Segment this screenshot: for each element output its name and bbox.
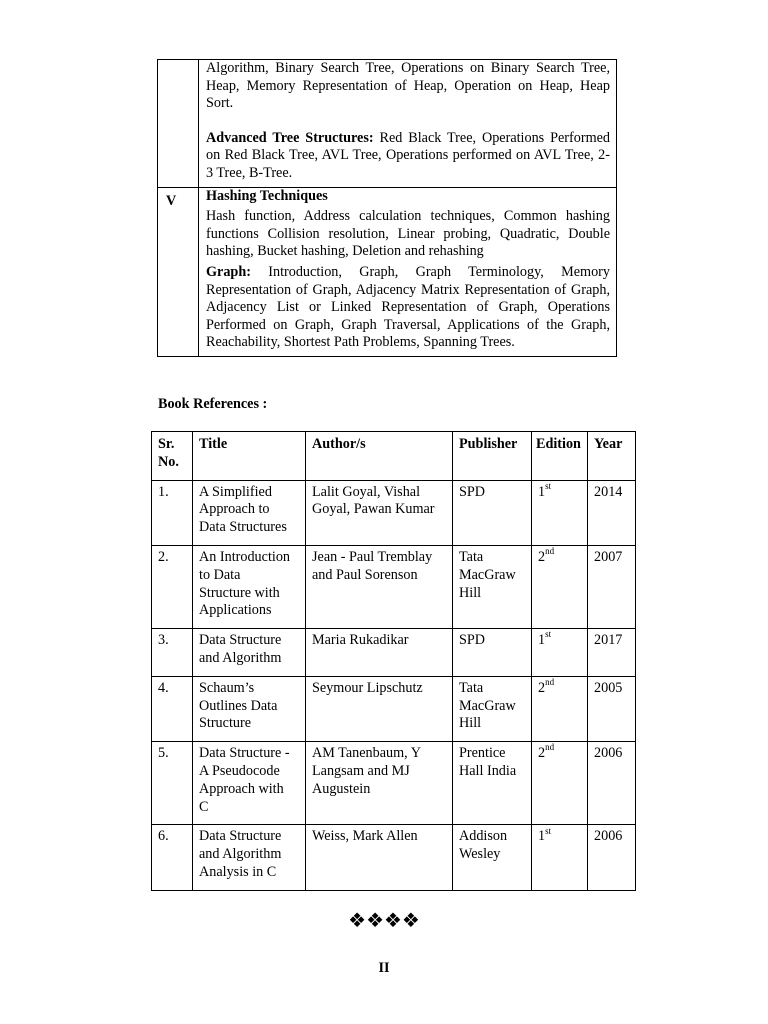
cell-publisher-line: SPD <box>459 483 486 500</box>
cell-authors-line: and Paul Sorenson <box>312 566 418 583</box>
cell-publisher-line: Hall India <box>459 762 517 779</box>
column-header-authors: Author/s <box>306 432 453 481</box>
cell-title-line: A Simplified <box>199 483 272 500</box>
cell-authors-line: Goyal, Pawan Kumar <box>312 501 435 518</box>
cell-edition <box>532 742 588 825</box>
topic-text: Algorithm, Binary Search Tree, Operations on Binary Search Tree, Heap, Memory Representation of Heap, Operation on Heap, Heap Sort. <box>206 60 610 112</box>
cell-publisher-line: Prentice <box>459 745 506 762</box>
edition-suffix: st <box>545 629 552 640</box>
table-header-row <box>152 432 636 481</box>
cell-title <box>193 825 306 890</box>
cell-title <box>193 545 306 628</box>
cell-sr-no: 6. <box>152 825 193 890</box>
column-header-sr-no <box>152 432 193 481</box>
cell-publisher-line: MacGraw <box>459 697 516 714</box>
cell-authors <box>306 629 453 677</box>
column-header-publisher: Publisher <box>453 432 532 481</box>
table-row <box>152 676 636 741</box>
cell-publisher-line: Tata <box>459 548 484 565</box>
edition-number: 2 <box>538 745 546 762</box>
book-references-heading: Book References : <box>158 396 268 412</box>
cell-title-line: Structure <box>199 715 252 732</box>
cell-publisher-line: Addison <box>459 828 508 845</box>
cell-authors-line: Lalit Goyal, Vishal <box>312 483 421 500</box>
cell-authors <box>306 742 453 825</box>
book-references-table <box>151 431 636 891</box>
cell-title-line: Approach with <box>199 780 284 797</box>
cell-publisher-line: SPD <box>459 632 486 649</box>
syllabus-row <box>158 60 617 188</box>
edition-number: 2 <box>538 548 546 565</box>
cell-publisher-line: Hill <box>459 584 482 601</box>
edition-suffix: nd <box>545 677 555 688</box>
cell-title-line: A Pseudocode <box>199 762 280 779</box>
table-row <box>152 825 636 890</box>
cell-title-line: Approach to <box>199 501 270 518</box>
cell-publisher <box>453 742 532 825</box>
cell-edition <box>532 825 588 890</box>
cell-publisher <box>453 825 532 890</box>
cell-edition <box>532 545 588 628</box>
column-header-title: Title <box>193 432 306 481</box>
cell-year: 2005 <box>588 676 636 741</box>
cell-title <box>193 480 306 545</box>
unit-content <box>199 60 617 188</box>
cell-year: 2017 <box>588 629 636 677</box>
edition-suffix: nd <box>545 742 555 753</box>
edition-number: 2 <box>538 679 546 696</box>
cell-title-line: Structure with <box>199 584 280 601</box>
cell-authors <box>306 676 453 741</box>
cell-title-line: Data Structure <box>199 632 282 649</box>
cell-publisher <box>453 676 532 741</box>
cell-authors-line: Jean - Paul Tremblay <box>312 548 433 565</box>
cell-title-line: Data Structure - <box>199 745 290 762</box>
content-paragraph <box>206 264 610 352</box>
cell-publisher <box>453 629 532 677</box>
cell-title-line: An Introduction <box>199 548 291 565</box>
cell-sr-no: 3. <box>152 629 193 677</box>
table-row <box>152 629 636 677</box>
topic-text: Hash function, Address calculation techniques, Common hashing functions Collision resolution, Linear probing, Quadratic, Double hashing, Bucket hashing, Deletion and rehashing <box>206 208 610 260</box>
cell-title-line: Schaum’s <box>199 679 255 696</box>
table-row <box>152 545 636 628</box>
cell-year: 2006 <box>588 742 636 825</box>
cell-authors-line: Maria Rukadikar <box>312 632 409 649</box>
cell-authors <box>306 825 453 890</box>
cell-publisher <box>453 480 532 545</box>
cell-sr-no: 5. <box>152 742 193 825</box>
column-header-year: Year <box>588 432 636 481</box>
cell-title-line: Outlines Data <box>199 697 278 714</box>
cell-title-line: Analysis in C <box>199 863 277 880</box>
unit-number <box>158 60 199 188</box>
edition-suffix: st <box>545 825 552 836</box>
topic-text: Introduction, Graph, Graph Terminology, Memory Representation of Graph, Adjacency Matrix Representation of Graph, Adjacency List or Linked Representation of Graph, Operations Performed on Graph, Graph Traversal, Applications of the Graph, Reachability, Shortest Path Problems, Spanning Trees. <box>206 263 610 351</box>
cell-title-line: to Data <box>199 566 241 583</box>
column-header-edition: Edition <box>532 432 588 481</box>
cell-authors-line: Langsam and MJ <box>312 762 410 779</box>
cell-authors <box>306 545 453 628</box>
cell-edition <box>532 629 588 677</box>
edition-suffix: nd <box>545 546 555 557</box>
cell-title-line: C <box>199 798 209 815</box>
cell-year: 2014 <box>588 480 636 545</box>
content-paragraph <box>206 60 610 113</box>
unit-number: V <box>158 187 199 356</box>
cell-sr-no: 1. <box>152 480 193 545</box>
cell-title <box>193 742 306 825</box>
cell-title-line: and Algorithm <box>199 846 282 863</box>
cell-edition <box>532 676 588 741</box>
content-paragraph <box>206 208 610 261</box>
topic-heading: Advanced Tree Structures: <box>206 129 374 146</box>
cell-publisher-line: MacGraw <box>459 566 516 583</box>
cell-year: 2006 <box>588 825 636 890</box>
section-end-ornament: ❖❖❖❖ <box>348 908 420 932</box>
edition-number: 1 <box>538 483 546 500</box>
content-paragraph <box>206 130 610 183</box>
cell-title <box>193 676 306 741</box>
cell-title <box>193 629 306 677</box>
cell-authors-line: Augustein <box>312 780 371 797</box>
unit-content <box>199 187 617 356</box>
content-paragraph <box>206 188 610 206</box>
cell-edition <box>532 480 588 545</box>
cell-sr-no: 2. <box>152 545 193 628</box>
edition-number: 1 <box>538 632 546 649</box>
table-row <box>152 480 636 545</box>
edition-suffix: st <box>545 480 552 491</box>
cell-title-line: and Algorithm <box>199 649 282 666</box>
syllabus-row <box>158 187 617 356</box>
cell-authors <box>306 480 453 545</box>
column-header-no-line: No. <box>158 453 179 470</box>
topic-heading: Graph: <box>206 263 251 280</box>
cell-title-line: Applications <box>199 602 272 619</box>
cell-publisher-line: Wesley <box>459 846 501 863</box>
cell-publisher-line: Tata <box>459 679 484 696</box>
syllabus-table <box>157 59 617 357</box>
cell-authors-line: AM Tanenbaum, Y <box>312 745 421 762</box>
cell-authors-line: Seymour Lipschutz <box>312 679 423 696</box>
cell-authors-line: Weiss, Mark Allen <box>312 828 418 845</box>
column-header-sr-line: Sr. <box>158 436 175 452</box>
table-row <box>152 742 636 825</box>
edition-number: 1 <box>538 828 546 845</box>
topic-heading: Hashing Techniques <box>206 187 328 204</box>
cell-title-line: Data Structures <box>199 519 287 536</box>
cell-publisher <box>453 545 532 628</box>
cell-sr-no: 4. <box>152 676 193 741</box>
page-number: II <box>378 960 390 976</box>
cell-publisher-line: Hill <box>459 715 482 732</box>
cell-title-line: Data Structure <box>199 828 282 845</box>
topic-text: Red Black Tree, Operations Performed on Red Black Tree, AVL Tree, Operations performed on AVL Tree, 2- 3 Tree, B-Tree. <box>206 129 610 181</box>
cell-year: 2007 <box>588 545 636 628</box>
